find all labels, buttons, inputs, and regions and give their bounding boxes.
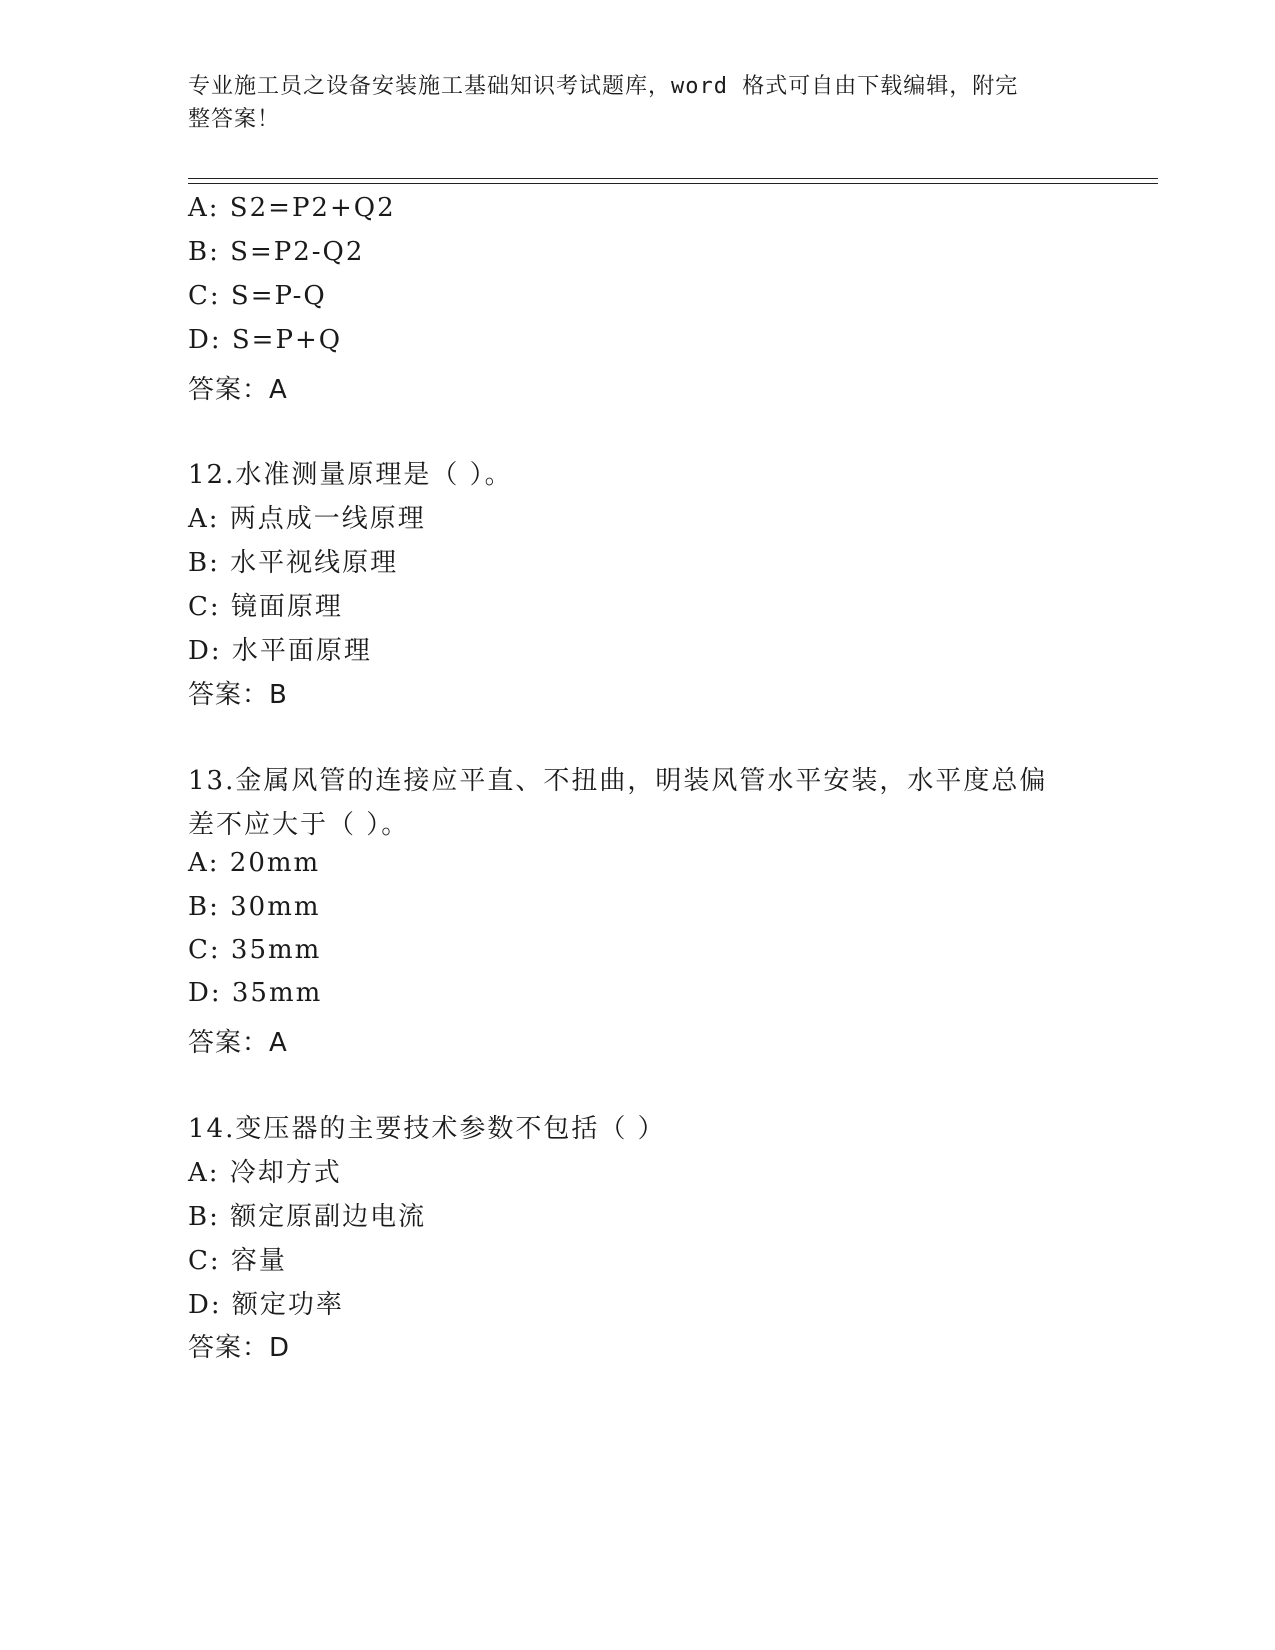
option-c: C: 35mm [188, 935, 322, 965]
option-b: B: S=P2-Q2 [188, 237, 365, 267]
option-d: D: 水平面原理 [188, 636, 372, 666]
question-13: 13.金属风管的连接应平直、不扭曲，明装风管水平安装，水平度总偏 [188, 766, 1048, 796]
question-12: 12.水准测量原理是（ ）。 [188, 460, 513, 490]
answer: 答案：B [188, 680, 288, 710]
option-c: C: 容量 [188, 1246, 287, 1276]
question-13-cont: 差不应大于（ ）。 [188, 810, 410, 840]
header-divider-top [188, 178, 1158, 179]
answer: 答案：A [188, 375, 288, 405]
option-b: B: 额定原副边电流 [188, 1202, 427, 1232]
option-c: C: S=P-Q [188, 281, 327, 311]
option-c: C: 镜面原理 [188, 592, 343, 622]
header-divider-bottom [188, 183, 1158, 184]
question-14: 14.变压器的主要技术参数不包括（ ） [188, 1114, 666, 1144]
option-d: D: 额定功率 [188, 1290, 344, 1320]
document-header [188, 70, 1088, 136]
option-d: D: 35mm [188, 978, 323, 1008]
option-b: B: 水平视线原理 [188, 548, 399, 578]
header-line-1: 专业施工员之设备安装施工基础知识考试题库，word 格式可自由下载编辑，附完 [188, 74, 1019, 99]
option-a: A: 两点成一线原理 [188, 504, 426, 534]
answer: 答案：D [188, 1333, 291, 1363]
option-b: B: 30mm [188, 892, 321, 922]
header-line-2: 整答案！ [188, 107, 281, 132]
option-a: A: S2=P2+Q2 [188, 193, 396, 223]
option-a: A: 20mm [188, 848, 321, 878]
option-a: A: 冷却方式 [188, 1158, 342, 1188]
option-d: D: S=P+Q [188, 325, 343, 355]
answer: 答案：A [188, 1028, 288, 1058]
